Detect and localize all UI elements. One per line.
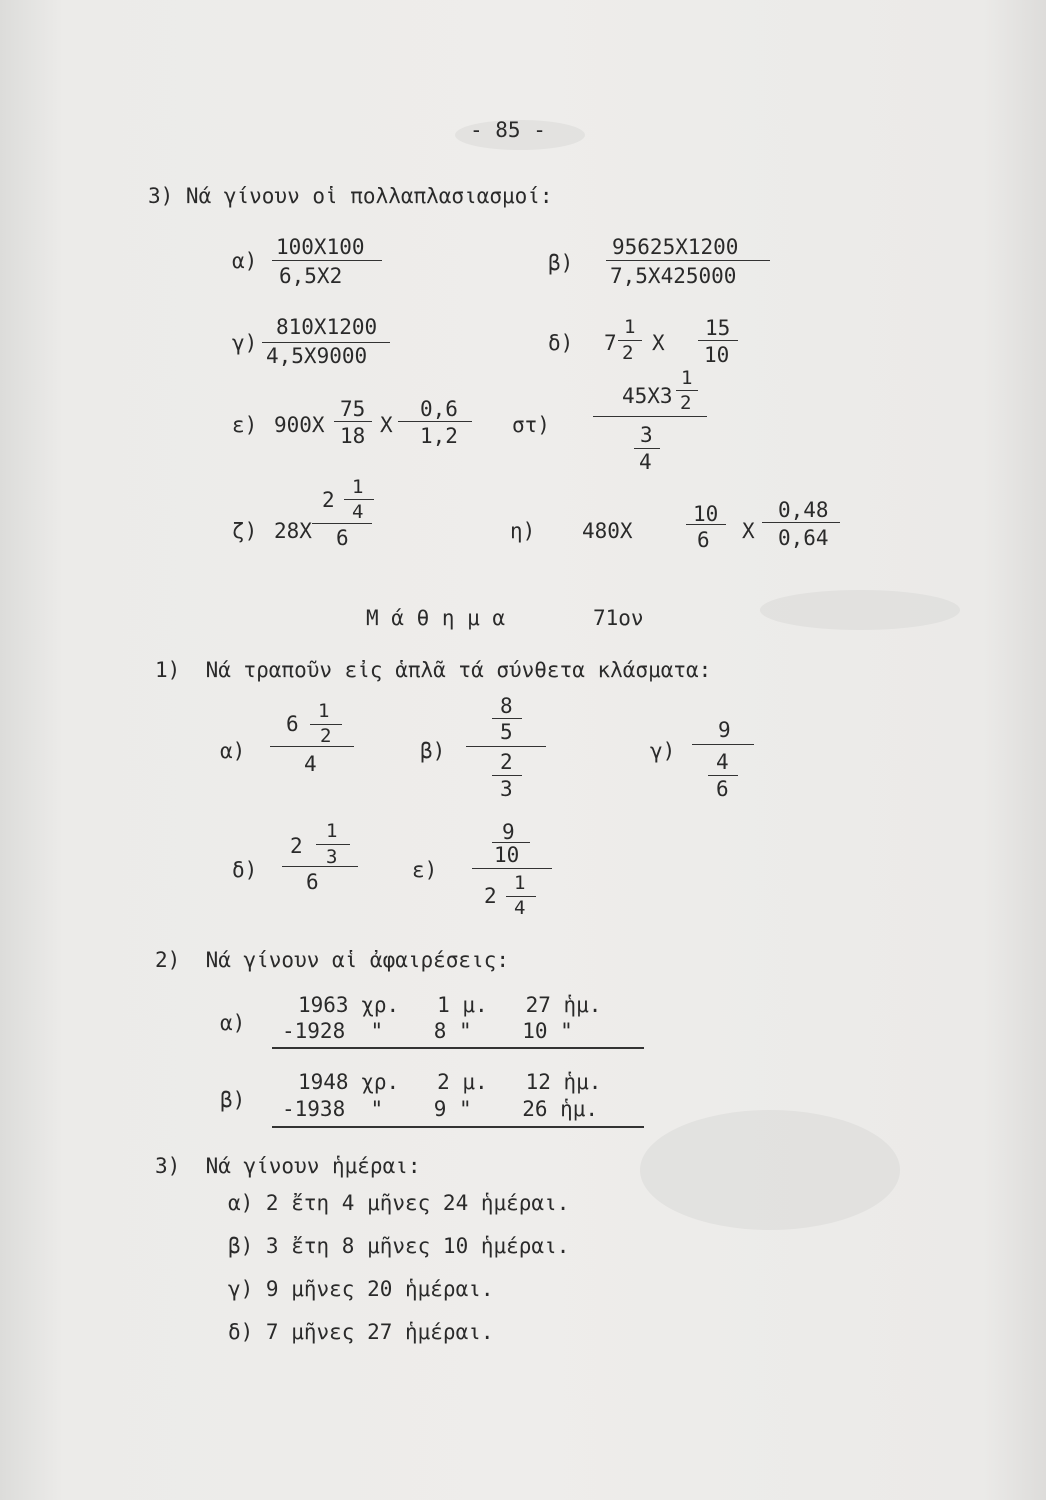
paper-stain	[640, 1110, 900, 1230]
item-label: β)	[220, 1088, 246, 1112]
denominator-numerator: 2	[500, 750, 513, 774]
numerator: 95625Χ1200	[612, 235, 739, 259]
whole-part: 6	[286, 712, 299, 736]
numerator: 9	[718, 718, 731, 742]
times-sign: Χ	[380, 413, 393, 437]
numerator-denominator: 10	[494, 843, 520, 867]
numerator: 100Χ100	[276, 235, 365, 259]
lesson-number: 71ον	[593, 606, 644, 630]
factor: 480Χ	[582, 519, 633, 543]
denominator: 6	[306, 870, 319, 894]
main-fraction-bar	[282, 866, 358, 867]
item-label: β)	[420, 739, 446, 763]
whole-part: 2	[484, 884, 497, 908]
fraction-bar	[492, 718, 522, 719]
main-fraction-bar	[692, 744, 754, 745]
times-sign: Χ	[652, 331, 665, 355]
fraction-bar	[492, 775, 522, 776]
denominator: 0,64	[778, 526, 829, 550]
exercise-title: 2) Νά γίνουν αἱ ἀφαιρέσεις:	[155, 948, 510, 972]
minuend-row: 1948 χρ. 2 μ. 12 ἡμ.	[298, 1070, 602, 1094]
page-number: - 85 -	[470, 118, 546, 142]
exercise-title: 3) Νά γίνουν οἱ πολλαπλασιασμοί:	[148, 184, 553, 208]
exercise-title: 3) Νά γίνουν ἡμέραι:	[155, 1154, 421, 1178]
denominator: 6	[697, 528, 710, 552]
denominator-denominator: 3	[500, 777, 513, 801]
denominator-denominator: 6	[716, 777, 729, 801]
fraction-bar	[334, 421, 372, 422]
fraction-bar	[698, 340, 738, 341]
fraction-bar	[618, 340, 642, 341]
fraction-bar	[344, 499, 374, 500]
mixed-numerator: 1	[318, 700, 330, 722]
fraction-bar	[272, 260, 382, 261]
item-label: ζ)	[232, 519, 258, 543]
fraction-bar	[316, 844, 350, 845]
main-fraction-bar	[466, 746, 546, 747]
whole-part: 2	[290, 834, 303, 858]
denominator: 4,5Χ9000	[266, 344, 368, 368]
denominator-denominator: 4	[639, 450, 652, 474]
fraction-bar	[398, 421, 472, 422]
main-fraction-bar	[270, 746, 354, 747]
item-label: στ)	[512, 413, 550, 437]
list-item: α) 2 ἔτη 4 μῆνες 24 ἡμέραι.	[228, 1191, 570, 1215]
main-fraction-bar	[472, 868, 552, 869]
denominator: 4	[304, 752, 317, 776]
numerator: 0,6	[420, 397, 458, 421]
numerator: 10	[693, 502, 719, 526]
item-label: α)	[220, 739, 246, 763]
denominator-numerator: 3	[640, 423, 653, 447]
factor: 28Χ	[274, 519, 312, 543]
item-label: ε)	[412, 858, 438, 882]
item-label: η)	[510, 519, 536, 543]
denominator: 1,2	[420, 424, 458, 448]
subtrahend-row: -1938 " 9 " 26 ἡμ.	[282, 1097, 599, 1121]
result-line	[272, 1047, 644, 1049]
numerator: 0,48	[778, 498, 829, 522]
denominator: 18	[340, 424, 366, 448]
mixed-denominator: 3	[326, 846, 338, 868]
exercise-title: 1) Νά τραποῦν εἰς ἁπλᾶ τά σύνθετα κλάσματα:	[155, 658, 712, 682]
fraction-bar	[708, 775, 738, 776]
denominator: 6	[336, 526, 349, 550]
whole-part: 7	[604, 331, 617, 355]
list-item: γ) 9 μῆνες 20 ἡμέραι.	[228, 1277, 494, 1301]
item-label: β)	[548, 251, 574, 275]
times-sign: Χ	[742, 519, 755, 543]
numerator: 45Χ3	[622, 384, 673, 408]
main-fraction-bar	[593, 416, 707, 417]
denominator: 6,5Χ2	[279, 264, 343, 288]
fraction-bar	[634, 448, 660, 449]
main-fraction-bar	[312, 523, 372, 524]
factor: 900Χ	[274, 413, 325, 437]
mixed-denominator: 2	[680, 392, 692, 414]
item-label: α)	[220, 1011, 246, 1035]
fraction-bar	[676, 390, 698, 391]
numerator-numerator: 9	[502, 820, 515, 844]
numerator-numerator: 8	[500, 694, 513, 718]
mixed-numerator: 1	[514, 872, 526, 894]
numerator: 810Χ1200	[276, 315, 378, 339]
mixed-numerator: 1	[352, 476, 364, 498]
item-label: γ)	[232, 331, 258, 355]
lesson-title: Μ ά θ η μ α	[366, 606, 506, 630]
denominator-numerator: 4	[716, 750, 729, 774]
list-item: β) 3 ἔτη 8 μῆνες 10 ἡμέραι.	[228, 1234, 570, 1258]
subtrahend-row: -1928 " 8 " 10 "	[282, 1019, 573, 1043]
denominator: 2	[622, 342, 634, 364]
numerator: 75	[340, 397, 366, 421]
fraction-bar	[606, 260, 770, 261]
mixed-denominator: 4	[514, 897, 526, 919]
mixed-numerator: 1	[681, 367, 693, 389]
mixed-denominator: 4	[352, 501, 364, 523]
whole-part: 2	[322, 488, 335, 512]
item-label: γ)	[650, 739, 676, 763]
mixed-numerator: 1	[326, 820, 338, 842]
fraction-bar	[262, 342, 390, 343]
numerator: 15	[705, 316, 731, 340]
fraction-bar	[686, 524, 726, 525]
fraction-bar	[762, 522, 840, 523]
denominator: 10	[704, 343, 730, 367]
paper-stain	[760, 590, 960, 630]
numerator-denominator: 5	[500, 720, 513, 744]
item-label: α)	[232, 249, 258, 273]
list-item: δ) 7 μῆνες 27 ἡμέραι.	[228, 1320, 494, 1344]
minuend-row: 1963 χρ. 1 μ. 27 ἡμ.	[298, 993, 602, 1017]
mixed-denominator: 2	[320, 725, 332, 747]
denominator: 7,5Χ425000	[610, 264, 737, 288]
item-label: δ)	[232, 858, 258, 882]
numerator: 1	[624, 316, 636, 338]
item-label: δ)	[548, 331, 574, 355]
item-label: ε)	[232, 413, 258, 437]
result-line	[272, 1126, 644, 1128]
